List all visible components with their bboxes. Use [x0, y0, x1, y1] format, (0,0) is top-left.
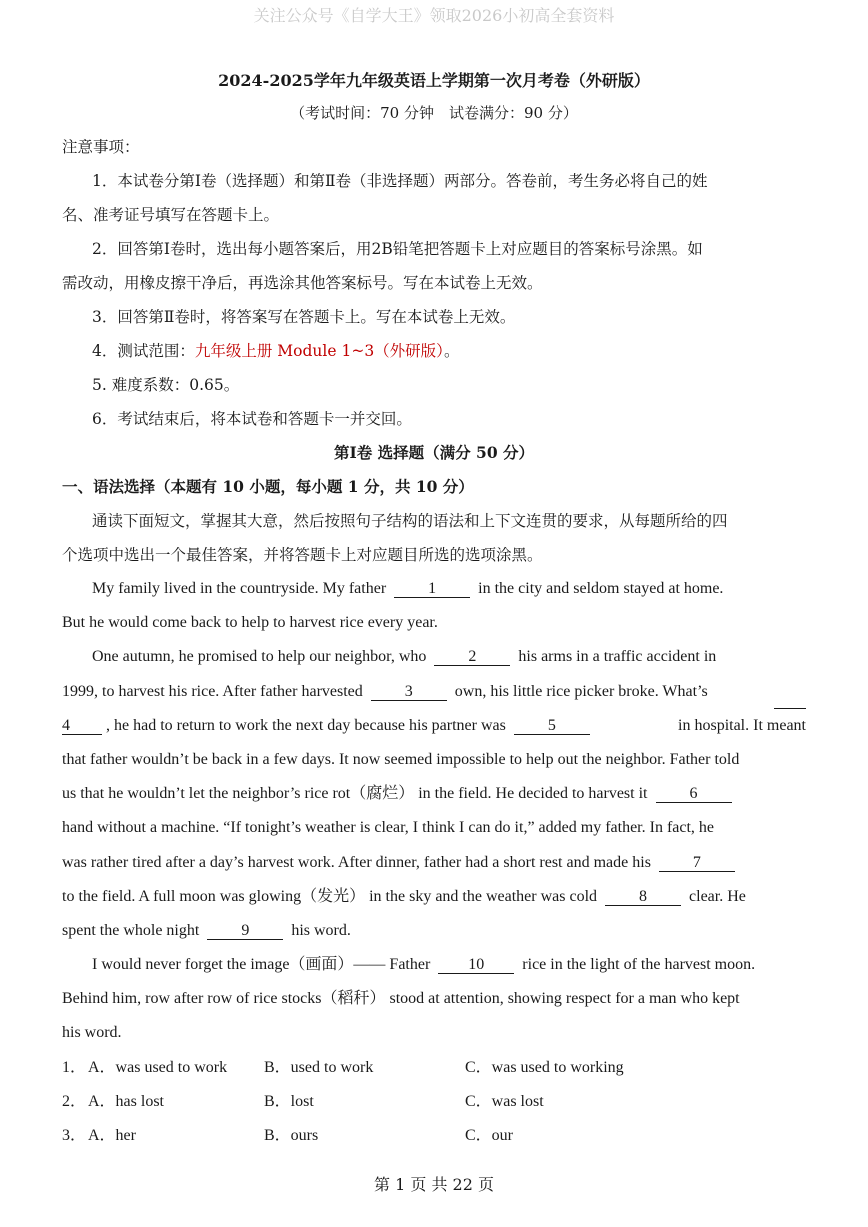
note-6: 6．考试结束后，将本试卷和答题卡一并交回。 — [92, 410, 412, 428]
blank-2: 2 — [434, 648, 510, 666]
watermark: 关注公众号《自学大王》领取2026小初高全套资料 — [253, 6, 615, 25]
part-heading: 一、语法选择（本题有 10 小题，每小题 1 分，共 10 分） — [62, 477, 474, 496]
option-c[interactable]: C．was lost — [465, 1092, 544, 1110]
note-1-line-1: 1．本试卷分第Ⅰ卷（选择题）和第Ⅱ卷（非选择题）两部分。答卷前，考生务必将自己的姓 — [92, 172, 708, 190]
question-1 — [62, 1051, 806, 1085]
passage-text: One autumn, he promised to help our neighbor, who — [92, 648, 427, 666]
blank-3: 3 — [371, 683, 447, 701]
blank-4: 4 — [62, 717, 102, 735]
blank-6: 6 — [656, 785, 732, 803]
question-number: 2． — [62, 1092, 87, 1110]
test-scope: 九年级上册 Module 1~3（外研版） — [194, 342, 444, 360]
passage-line-10 — [62, 880, 806, 914]
option-a[interactable]: A．her — [88, 1126, 136, 1144]
passage-text: spent the whole night — [62, 921, 200, 939]
passage-line-9 — [62, 846, 806, 880]
instruction-line-2: 个选项中选出一个最佳答案，并将答题卡上对应题目所选的选项涂黑。 — [62, 546, 543, 564]
blank-9: 9 — [207, 922, 283, 940]
passage-text: his word. — [291, 921, 351, 939]
blank-8: 8 — [605, 888, 681, 906]
note-4-suffix: 。 — [443, 342, 460, 360]
passage-text: 1999, to harvest his rice. After father harvested 3 own, his little rice picker broke. What’s — [62, 682, 708, 700]
exam-title: 2024-2025学年九年级英语上学期第一次月考卷（外研版） — [218, 71, 650, 90]
passage-text: to the field. A full moon was glowing（发光） in the sky and the weather was cold — [62, 887, 598, 905]
passage-line-7 — [62, 777, 806, 811]
question-number: 1． — [62, 1058, 87, 1076]
option-c[interactable]: C．our — [465, 1126, 514, 1144]
option-c[interactable]: C．was used to working — [465, 1058, 624, 1076]
passage-text: was rather tired after a day’s harvest work. After dinner, father had a short rest and made his — [62, 853, 651, 871]
passage-text: 4 , he had to return to work the next day because his partner was 5 — [62, 709, 598, 743]
passage-text: rice in the light of the harvest moon. — [522, 956, 756, 974]
passage-line-2: But he would come back to help to harvest rice every year. — [62, 614, 438, 632]
question-3 — [62, 1119, 806, 1153]
option-a[interactable]: A．was used to work — [88, 1058, 228, 1076]
blank-1: 1 — [394, 580, 470, 598]
passage-text: us that he wouldn’t let the neighbor’s rice rot（腐烂） in the field. He decided to harvest it — [62, 785, 648, 803]
note-5: 5. 难度系数：0.65。 — [92, 376, 240, 394]
blank-4-line-start — [774, 675, 806, 709]
note-4-prefix: 4．测试范围： — [92, 342, 195, 360]
passage-line-3 — [62, 640, 806, 674]
option-a[interactable]: A．has lost — [88, 1092, 165, 1110]
question-2 — [62, 1085, 806, 1119]
passage-line-1 — [62, 572, 806, 606]
blank-10: 10 — [438, 956, 514, 974]
passage-line-11 — [62, 914, 806, 948]
passage-line-13: Behind him, row after row of rice stocks（稻秆） stood at attention, showing respect for a man who kept — [62, 990, 740, 1008]
page-footer: 第 1 页 共 22 页 — [374, 1175, 494, 1194]
instruction-line-1: 通读下面短文，掌握其大意，然后按照句子结构的语法和上下文连贯的要求，从每题所给的四 — [92, 512, 728, 530]
blank-7: 7 — [659, 854, 735, 872]
note-3: 3．回答第Ⅱ卷时，将答案写在答题卡上。写在本试卷上无效。 — [92, 308, 516, 326]
section-title: 第Ⅰ卷 选择题（满分 50 分） — [333, 443, 534, 462]
exam-subtitle: （考试时间：70 分钟 试卷满分：90 分） — [290, 104, 578, 122]
passage-text: I would never forget the image（画面）—— Father — [92, 956, 431, 974]
passage-line-14: his word. — [62, 1024, 122, 1042]
exam-page — [62, 66, 806, 1153]
passage-line-12 — [62, 948, 806, 982]
passage-line-6: that father wouldn’t be back in a few days. It now seemed impossible to help out the neighbor. Father told — [62, 750, 740, 768]
option-b[interactable]: B．used to work — [264, 1058, 374, 1076]
passage-text: in hospital. It meant — [678, 716, 806, 734]
note-2-line-2: 需改动，用橡皮擦干净后，再选涂其他答案标号。写在本试卷上无效。 — [62, 274, 543, 292]
passage-text: his arms in a traffic accident in — [518, 648, 717, 666]
passage-line-8: hand without a machine. “If tonight’s weather is clear, I think I can do it,” added my father. In fact, he — [62, 819, 715, 837]
blank-5: 5 — [514, 717, 590, 735]
note-1-line-2: 名、准考证号填写在答题卡上。 — [62, 206, 280, 224]
note-4 — [62, 334, 806, 368]
note-2-line-1: 2．回答第Ⅰ卷时，选出每小题答案后，用2B铅笔把答题卡上对应题目的答案标号涂黑。如 — [92, 240, 703, 258]
passage-line-4 — [62, 675, 806, 709]
passage-text: My family lived in the countryside. My father — [92, 580, 387, 597]
passage-text: in the city and seldom stayed at home. — [478, 580, 724, 597]
option-b[interactable]: B．lost — [264, 1092, 314, 1110]
question-number: 3． — [62, 1126, 87, 1144]
passage-text: clear. He — [689, 887, 746, 905]
option-b[interactable]: B．ours — [264, 1126, 319, 1144]
notes-heading: 注意事项： — [62, 138, 140, 156]
passage-line-5 — [62, 709, 806, 743]
